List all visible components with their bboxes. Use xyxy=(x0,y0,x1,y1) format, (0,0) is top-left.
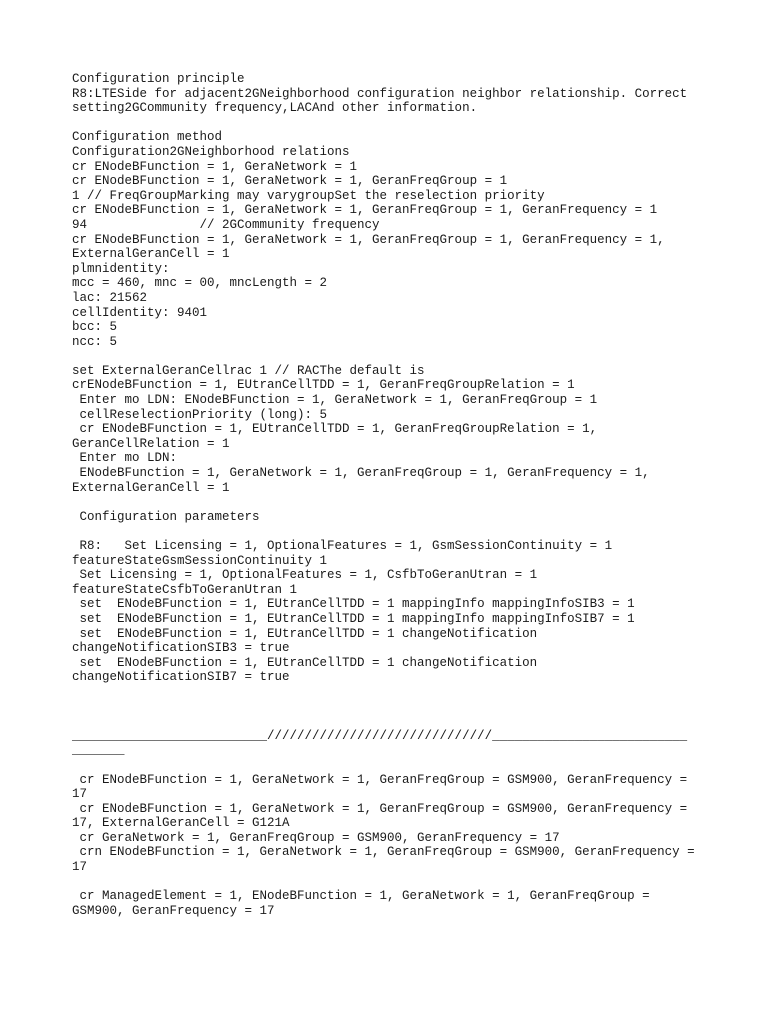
text-line: cr ENodeBFunction = 1, GeraNetwork = 1, GeranFreqGroup = GSM900, GeranFrequency = xyxy=(72,772,688,787)
blank-line xyxy=(72,349,712,364)
text-line: Set Licensing = 1, OptionalFeatures = 1, CsfbToGeranUtran = 1 xyxy=(72,568,538,583)
text-line: cr ENodeBFunction = 1, GeraNetwork = 1, GeranFreqGroup = GSM900, GeranFrequency = xyxy=(72,801,688,816)
text-line: cellIdentity: 9401 xyxy=(72,305,208,320)
text-line: featureStateCsfbToGeranUtran 1 xyxy=(72,582,298,597)
text-line: cellReselectionPriority (long): 5 xyxy=(72,407,328,422)
text-line: ncc: 5 xyxy=(72,334,118,349)
text-line: set ENodeBFunction = 1, EUtranCellTDD = 1 mappingInfo mappingInfoSIB7 = 1 xyxy=(72,611,635,626)
text-line: Enter mo LDN: xyxy=(72,451,178,466)
text-line: changeNotificationSIB7 = true xyxy=(72,670,290,685)
divider-line: __________________________//////////////////////////////__________________________ xyxy=(72,728,688,743)
text-line: mcc = 460, mnc = 00, mncLength = 2 xyxy=(72,276,328,291)
text-line: GeranCellRelation = 1 xyxy=(72,436,230,451)
text-line: 94 // 2GCommunity frequency xyxy=(72,217,380,232)
text-line: plmnidentity: xyxy=(72,261,170,276)
text-line: cr ENodeBFunction = 1, GeraNetwork = 1, GeranFreqGroup = 1, GeranFrequency = 1 xyxy=(72,203,658,218)
text-line: set ENodeBFunction = 1, EUtranCellTDD = 1 changeNotification xyxy=(72,626,538,641)
text-line: ExternalGeranCell = 1 xyxy=(72,480,230,495)
text-line: 1 // FreqGroupMarking may varygroupSet the reselection priority xyxy=(72,188,545,203)
text-line: GSM900, GeranFrequency = 17 xyxy=(72,903,275,918)
text-line: crENodeBFunction = 1, EUtranCellTDD = 1, GeranFreqGroupRelation = 1 xyxy=(72,378,575,393)
text-line: ENodeBFunction = 1, GeraNetwork = 1, GeranFreqGroup = 1, GeranFrequency = 1, xyxy=(72,466,650,481)
text-line: 17 xyxy=(72,860,88,875)
text-line: cr ENodeBFunction = 1, EUtranCellTDD = 1, GeranFreqGroupRelation = 1, xyxy=(72,422,598,437)
text-line: Configuration parameters xyxy=(72,509,260,524)
blank-line xyxy=(72,758,712,773)
text-line: changeNotificationSIB3 = true xyxy=(72,641,290,656)
blank-line xyxy=(72,875,712,890)
text-line: cr GeraNetwork = 1, GeranFreqGroup = GSM900, GeranFrequency = 17 xyxy=(72,830,560,845)
divider-line: _______ xyxy=(72,743,125,758)
text-line: cr ENodeBFunction = 1, GeraNetwork = 1, GeranFreqGroup = 1 xyxy=(72,174,508,189)
text-line: 17 xyxy=(72,787,88,802)
text-line: featureStateGsmSessionContinuity 1 xyxy=(72,553,328,568)
text-line: set ExternalGeranCellrac 1 // RACThe default is xyxy=(72,363,425,378)
text-line: cr ManagedElement = 1, ENodeBFunction = 1, GeraNetwork = 1, GeranFreqGroup = xyxy=(72,889,650,904)
text-line: Configuration method xyxy=(72,130,223,145)
blank-line xyxy=(72,495,712,510)
text-line: cr ENodeBFunction = 1, GeraNetwork = 1 xyxy=(72,159,358,174)
text-line: Configuration2GNeighborhood relations xyxy=(72,144,350,159)
text-line: lac: 21562 xyxy=(72,290,148,305)
blank-line xyxy=(72,116,712,131)
text-line: set ENodeBFunction = 1, EUtranCellTDD = 1 changeNotification xyxy=(72,655,538,670)
text-line: Enter mo LDN: ENodeBFunction = 1, GeraNetwork = 1, GeranFreqGroup = 1 xyxy=(72,393,598,408)
text-line: Configuration principle xyxy=(72,72,245,86)
text-line: ExternalGeranCell = 1 xyxy=(72,247,230,262)
text-line: setting2GCommunity frequency,LACAnd other information. xyxy=(72,101,478,116)
text-line: set ENodeBFunction = 1, EUtranCellTDD = 1 mappingInfo mappingInfoSIB3 = 1 xyxy=(72,597,635,612)
text-line: R8: Set Licensing = 1, OptionalFeatures = 1, GsmSessionContinuity = 1 xyxy=(72,539,613,553)
text-line: cr ENodeBFunction = 1, GeraNetwork = 1, GeranFreqGroup = 1, GeranFrequency = 1, xyxy=(72,232,665,247)
text-line: 17, ExternalGeranCell = G121A xyxy=(72,816,290,831)
text-line: R8:LTESide for adjacent2GNeighborhood configuration neighbor relationship. Correct xyxy=(72,86,688,101)
document-page xyxy=(72,72,712,918)
blank-line xyxy=(72,524,712,539)
blank-line xyxy=(72,714,712,729)
text-line: crn ENodeBFunction = 1, GeraNetwork = 1, GeranFreqGroup = GSM900, GeranFrequency = xyxy=(72,845,695,860)
blank-line xyxy=(72,685,712,700)
text-line: bcc: 5 xyxy=(72,320,118,335)
blank-line xyxy=(72,700,712,715)
